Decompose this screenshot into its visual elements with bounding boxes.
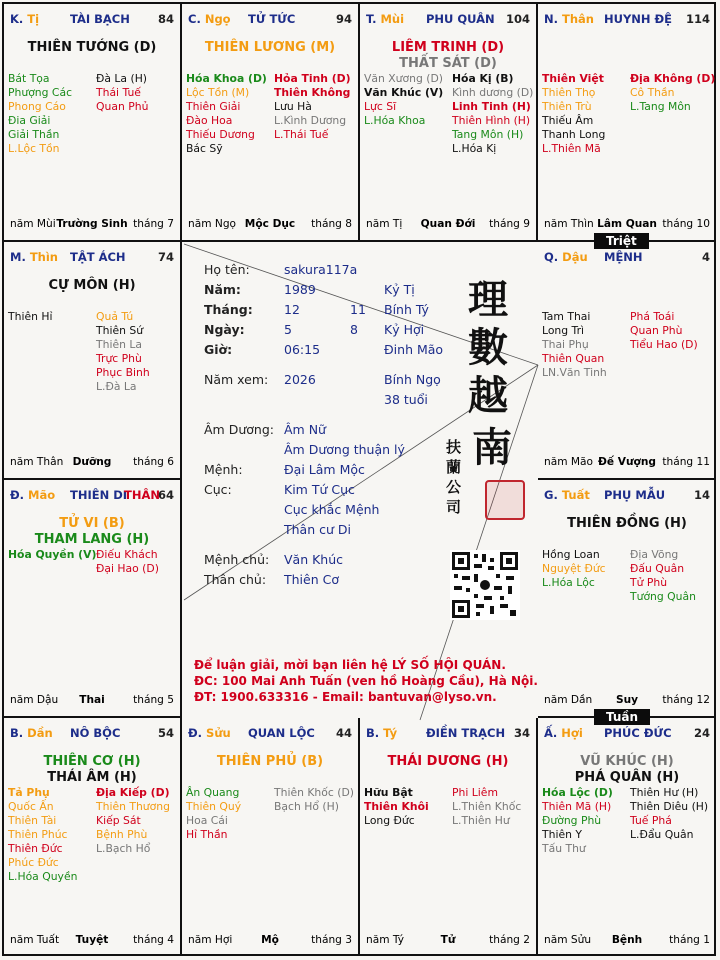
palace-branch: M. Thìn (10, 250, 58, 264)
minor-star: Hữu Bật (364, 786, 413, 799)
minor-star: L.Hóa Khoa (364, 114, 426, 127)
hour-value: 06:15 (284, 342, 321, 357)
minor-star: Thiên Giải (186, 100, 241, 113)
minor-star: Thiên Diêu (H) (630, 800, 709, 813)
minor-star: L.Bạch Hổ (96, 842, 151, 855)
palace-number: 44 (335, 726, 352, 740)
minor-star: Địa Kiếp (D) (96, 786, 170, 799)
qr-code (450, 550, 520, 620)
minor-star: Quan Phù (630, 324, 683, 337)
cuc-value: Kim Tứ Cục (284, 482, 355, 497)
palace-footer (544, 934, 710, 948)
minor-star: Thiên Tài (8, 814, 57, 827)
minor-star: Đường Phù (542, 814, 602, 827)
minor-star: Hỉ Thần (186, 828, 228, 841)
footer-month: tháng 4 (133, 934, 174, 946)
minor-star: L.Thiên Khốc (452, 800, 522, 813)
footer-month: tháng 6 (133, 456, 174, 468)
minor-star: Đà La (H) (96, 72, 148, 85)
footer-stage: Đế Vượng (598, 456, 656, 468)
minor-star: Giải Thần (8, 128, 60, 141)
amduong-value: Âm Nữ (284, 422, 326, 437)
minor-star: L.Tang Môn (630, 100, 691, 113)
palace-footer (10, 218, 174, 232)
main-star: THIÊN LƯƠNG (M) (204, 40, 336, 55)
footer-stage: Lâm Quan (597, 218, 657, 230)
palace-branch: Đ. Sửu (188, 726, 231, 740)
palace-name: TÀI BẠCH (70, 12, 130, 26)
palace-header (544, 726, 710, 742)
minor-star: L.Lộc Tồn (8, 142, 60, 155)
minor-star: Phong Cáo (8, 100, 66, 113)
palace-footer (188, 218, 352, 232)
palace-number: 64 (157, 488, 174, 502)
palace-name: NÔ BỘC (70, 726, 121, 740)
minor-star: Địa Võng (630, 548, 679, 561)
footer-year: năm Mão (544, 456, 594, 468)
palace-footer (10, 694, 174, 708)
footer-year: năm Tuất (10, 934, 60, 946)
minor-star: LN.Văn Tinh (542, 366, 607, 379)
minor-star: Thiên Hình (H) (452, 114, 531, 127)
footer-stage: Thai (79, 694, 105, 706)
footer-stage: Mộc Dục (244, 218, 296, 230)
main-star: THÁI DƯƠNG (H) (387, 754, 509, 769)
logo-kanji-3: 越 (468, 372, 508, 419)
palace-thin (4, 242, 182, 480)
palace-branch: Q. Dậu (544, 250, 588, 264)
palace-branch: Ấ. Hợi (544, 726, 583, 740)
than-marker: THÂN (124, 488, 160, 502)
main-star: PHÁ QUÂN (H) (574, 770, 680, 785)
palace-footer (366, 934, 530, 948)
minor-star: Hóa Kị (B) (452, 72, 514, 85)
day-solar: 5 (284, 322, 292, 337)
palace-tuat (538, 480, 716, 718)
minor-star: L.Hóa Lộc (542, 576, 595, 589)
logo-small-2: 蘭 (446, 458, 462, 476)
footer-year: năm Dậu (10, 694, 59, 706)
day-lunar: 8 (350, 322, 358, 337)
view-year-can: Bính Ngọ (384, 372, 441, 387)
main-star: CỰ MÔN (H) (48, 278, 136, 293)
minor-star: Trực Phù (96, 352, 142, 365)
thanchu-value: Thiên Cơ (284, 572, 339, 587)
palace-footer (366, 218, 530, 232)
main-star: THAM LANG (H) (34, 532, 150, 547)
name-value: sakura117a (284, 262, 358, 277)
minor-star: L.Đẩu Quân (630, 828, 694, 841)
hour-label: Giờ: (204, 342, 233, 357)
month-lunar: 11 (350, 302, 366, 317)
palace-header (544, 12, 710, 28)
minor-star: Đấu Quân (630, 562, 685, 575)
minor-star: Tả Phụ (8, 786, 50, 799)
name-label: Họ tên: (204, 262, 250, 277)
minor-star: Tang Môn (H) (452, 128, 524, 141)
palace-branch: G. Tuất (544, 488, 590, 502)
palace-name: PHỤ MẪU (604, 488, 666, 502)
palace-name: HUYNH ĐỆ (604, 12, 673, 26)
minor-star: Nguyệt Đức (542, 562, 606, 575)
palace-number: 4 (701, 250, 710, 264)
palace-number: 94 (335, 12, 352, 26)
footer-month: tháng 2 (489, 934, 530, 946)
minor-star: Hồng Loan (542, 548, 600, 561)
minor-star: Tam Thai (542, 310, 591, 323)
view-year-value: 2026 (284, 372, 316, 387)
menh-value: Đại Lâm Mộc (284, 462, 365, 477)
palace-header (10, 488, 174, 504)
menhchu-value: Văn Khúc (284, 552, 344, 567)
palace-number: 24 (693, 726, 710, 740)
minor-star: Đào Hoa (186, 114, 233, 127)
minor-star: Kình dương (D) (452, 86, 534, 99)
minor-star: Thiên La (96, 338, 142, 351)
palace-branch: Đ. Mão (10, 488, 56, 502)
footer-year: năm Mùi (10, 218, 56, 230)
palace-branch: B. Dần (10, 726, 53, 740)
month-label: Tháng: (204, 302, 253, 317)
palace-dan (4, 718, 182, 956)
minor-star: Thiên Thương (96, 800, 170, 813)
palace-header (366, 726, 530, 742)
amduong-relation: Âm Dương thuận lý (284, 442, 405, 457)
minor-star: Cô Thần (630, 86, 675, 99)
year-label: Năm: (204, 282, 241, 297)
footer-year: năm Tý (366, 934, 404, 946)
minor-star: Thiên Việt (542, 72, 604, 85)
seal-stamp (485, 480, 525, 520)
logo-small-3: 公 (446, 478, 462, 496)
thanchu-label: Thân chủ: (204, 572, 267, 587)
footer-month: tháng 5 (133, 694, 174, 706)
minor-star: Thiên Khôi (364, 800, 429, 813)
minor-star: Tướng Quân (630, 590, 696, 603)
palace-than (538, 4, 716, 242)
menhchu-label: Mệnh chủ: (204, 552, 270, 567)
minor-star: Phúc Đức (8, 856, 59, 869)
footer-month: tháng 7 (133, 218, 174, 230)
footer-year: năm Tị (366, 218, 403, 230)
minor-star: Hóa Quyền (V) (8, 548, 97, 561)
palace-name: THIÊN DI (70, 488, 128, 502)
minor-star: Quốc Ấn (8, 800, 54, 813)
minor-star: Kiếp Sát (96, 814, 141, 827)
menh-label: Mệnh: (204, 462, 243, 477)
palace-name: QUAN LỘC (248, 726, 315, 740)
main-star: THÁI ÂM (H) (47, 770, 137, 785)
footer-year: năm Hợi (188, 934, 233, 946)
palace-branch: C. Ngọ (188, 12, 231, 26)
month-can: Bính Tý (384, 302, 429, 317)
footer-month: tháng 3 (311, 934, 352, 946)
minor-star: L.Đà La (96, 380, 137, 393)
minor-star: Thanh Long (542, 128, 606, 141)
footer-year: năm Sửu (544, 934, 592, 946)
minor-star: Thiên Hư (H) (630, 786, 699, 799)
minor-star: Linh Tinh (H) (452, 100, 531, 113)
palace-header (10, 12, 174, 28)
footer-stage: Quan Đới (420, 218, 476, 230)
footer-stage: Trường Sinh (56, 218, 128, 230)
minor-star: Thiếu Âm (542, 114, 594, 127)
palace-number: 54 (157, 726, 174, 740)
palace-name: ĐIỀN TRẠCH (426, 726, 506, 740)
palace-ty (360, 718, 538, 956)
minor-star: Thiên Trù (542, 100, 592, 113)
minor-star: Long Đức (364, 814, 415, 827)
minor-star: Thiên Khốc (D) (274, 786, 354, 799)
minor-star: Văn Khúc (V) (364, 86, 444, 99)
palace-ngo (182, 4, 360, 242)
minor-star: Hoa Cái (186, 814, 228, 827)
minor-star: Thiên Sứ (96, 324, 144, 337)
cuc-label: Cục: (204, 482, 232, 497)
minor-star: Ân Quang (186, 786, 240, 799)
logo-kanji-4: 南 (472, 424, 512, 471)
minor-star: Đia Giải (8, 114, 51, 127)
palace-name: PHÚC ĐỨC (604, 726, 672, 740)
palace-mui (360, 4, 538, 242)
minor-star: Tuế Phá (630, 814, 672, 827)
minor-star: Hóa Khoa (D) (186, 72, 267, 85)
minor-star: Bệnh Phù (96, 828, 148, 841)
minor-star: Phi Liêm (452, 786, 498, 799)
footer-month: tháng 9 (489, 218, 530, 230)
main-star: LIÊM TRINH (D) (391, 40, 505, 55)
palace-header (366, 12, 530, 28)
logo-small-1: 扶 (446, 438, 462, 456)
minor-star: L.Hóa Kị (452, 142, 497, 155)
main-star: THIÊN CƠ (H) (43, 754, 141, 769)
palace-footer (544, 694, 710, 708)
minor-star: Thai Phụ (542, 338, 589, 351)
footer-stage: Tuyệt (75, 934, 109, 946)
palace-dau (538, 242, 716, 480)
day-can: Kỷ Hợi (384, 322, 425, 337)
minor-star: Bát Tọa (8, 72, 50, 85)
minor-star: Tấu Thư (542, 842, 586, 855)
footer-year: năm Thân (10, 456, 64, 468)
palace-hoi (538, 718, 716, 956)
palace-header (188, 12, 352, 28)
minor-star: Lực Sĩ (364, 100, 397, 113)
minor-star: L.Hóa Quyền (8, 870, 78, 883)
palace-header (10, 726, 174, 742)
contact-line-3: ĐT: 1900.633316 - Email: bantuvan@lyso.vn. (194, 690, 497, 704)
main-star: TỬ VI (B) (59, 516, 125, 531)
minor-star: Địa Không (D) (630, 72, 716, 85)
palace-number: 34 (513, 726, 530, 740)
palace-suu (182, 718, 360, 956)
footer-month: tháng 12 (662, 694, 710, 706)
year-can: Kỷ Tị (384, 282, 415, 297)
year-value: 1989 (284, 282, 316, 297)
palace-footer (10, 456, 174, 470)
minor-star: Lưu Hà (274, 100, 312, 113)
palace-branch: N. Thân (544, 12, 594, 26)
minor-star: L.Kình Dương (274, 114, 347, 127)
footer-stage: Bệnh (611, 934, 643, 946)
minor-star: Quan Phủ (96, 100, 149, 113)
palace-number: 114 (685, 12, 710, 26)
footer-year: năm Ngọ (188, 218, 237, 230)
minor-star: Thiên Đức (8, 842, 63, 855)
minor-star: Quả Tú (96, 310, 134, 323)
main-star: THIÊN TƯỚNG (D) (27, 40, 157, 55)
minor-star: Phá Toái (630, 310, 675, 323)
minor-star: Thiên Thọ (542, 86, 596, 99)
minor-star: Thiên Phúc (8, 828, 68, 841)
minor-star: Lộc Tồn (M) (186, 86, 250, 99)
palace-header (544, 488, 710, 504)
minor-star: Điếu Khách (96, 548, 158, 561)
minor-star: Thiên Y (542, 828, 582, 841)
footer-month: tháng 8 (311, 218, 352, 230)
minor-star: L.Thái Tuế (274, 128, 329, 141)
palace-number: 74 (157, 250, 174, 264)
palace-name: PHU QUÂN (426, 12, 495, 26)
minor-star: Tử Phù (630, 576, 668, 589)
minor-star: Thiên Không (274, 86, 351, 99)
minor-star: Hóa Lộc (D) (542, 786, 613, 799)
palace-header (188, 726, 352, 742)
palace-header (544, 250, 710, 266)
minor-star: Long Trì (542, 324, 585, 337)
triet-tag: Triệt (594, 233, 649, 249)
minor-star: Hỏa Tinh (D) (274, 72, 351, 85)
palace-number: 14 (693, 488, 710, 502)
minor-star: L.Thiên Mã (542, 142, 601, 155)
minor-star: Văn Xương (D) (364, 72, 443, 85)
tuan-tag: Tuần (594, 709, 650, 725)
minor-star: Thiếu Dương (186, 128, 255, 141)
footer-year: năm Dần (544, 694, 593, 706)
minor-star: Thiên Mã (H) (542, 800, 612, 813)
palace-mao (4, 480, 182, 718)
palace-name: TẬT ÁCH (70, 250, 126, 264)
than-position: Thân cư Di (284, 522, 351, 537)
palace-name: MỆNH (604, 250, 643, 264)
minor-star: Thiên Hỉ (8, 310, 53, 323)
minor-star: Thiên Quý (186, 800, 242, 813)
palace-name: TỬ TỨC (248, 12, 296, 26)
footer-stage: Dưỡng (72, 456, 112, 468)
cuc-relation: Cục khắc Mệnh (284, 502, 380, 517)
logo-kanji-2: 數 (468, 324, 508, 371)
age-value: 38 tuổi (384, 392, 428, 407)
minor-star: Phượng Các (8, 86, 73, 99)
main-star: THIÊN ĐỒNG (H) (567, 516, 687, 531)
palace-footer (544, 218, 710, 232)
footer-stage: Mộ (261, 934, 279, 946)
logo-small-4: 司 (446, 498, 462, 516)
day-label: Ngày: (204, 322, 245, 337)
minor-star: Tiểu Hao (D) (630, 338, 698, 351)
palace-footer (544, 456, 710, 470)
palace-branch: B. Tý (366, 726, 398, 740)
main-star: VŨ KHÚC (H) (580, 754, 674, 769)
minor-star: Thiên Quan (542, 352, 605, 365)
minor-star: Phục Binh (96, 366, 150, 379)
hour-can: Đinh Mão (384, 342, 444, 357)
footer-stage: Suy (615, 694, 639, 706)
palace-header (10, 250, 174, 266)
palace-branch: K. Tị (10, 12, 40, 26)
palace-number: 84 (157, 12, 174, 26)
main-star: THIÊN PHỦ (B) (216, 754, 324, 769)
amduong-label: Âm Dương: (204, 422, 274, 437)
palace-ti (4, 4, 182, 242)
month-solar: 12 (284, 302, 300, 317)
minor-star: Bác Sỹ (186, 142, 223, 155)
view-year-label: Năm xem: (204, 372, 269, 387)
footer-month: tháng 11 (662, 456, 710, 468)
contact-line-1: Để luận giải, mời bạn liên hệ LÝ SỐ HỘI QUÁN. (194, 658, 506, 672)
palace-branch: T. Mùi (366, 12, 405, 26)
footer-year: năm Thìn (544, 218, 594, 230)
logo-kanji-1: 理 (468, 276, 508, 323)
contact-line-2: ĐC: 100 Mai Anh Tuấn (ven hồ Hoàng Cầu), Hà Nội. (194, 674, 538, 688)
palace-footer (188, 934, 352, 948)
palace-footer (10, 934, 174, 948)
palace-number: 104 (505, 12, 530, 26)
footer-month: tháng 1 (669, 934, 710, 946)
main-star: THẤT SÁT (D) (399, 56, 497, 71)
footer-stage: Tử (440, 934, 456, 946)
minor-star: Bạch Hổ (H) (274, 800, 339, 813)
minor-star: Thái Tuế (96, 86, 141, 99)
minor-star: Đại Hao (D) (96, 562, 159, 575)
minor-star: L.Thiên Hư (452, 814, 510, 827)
center-info-panel (180, 240, 536, 716)
footer-month: tháng 10 (662, 218, 710, 230)
